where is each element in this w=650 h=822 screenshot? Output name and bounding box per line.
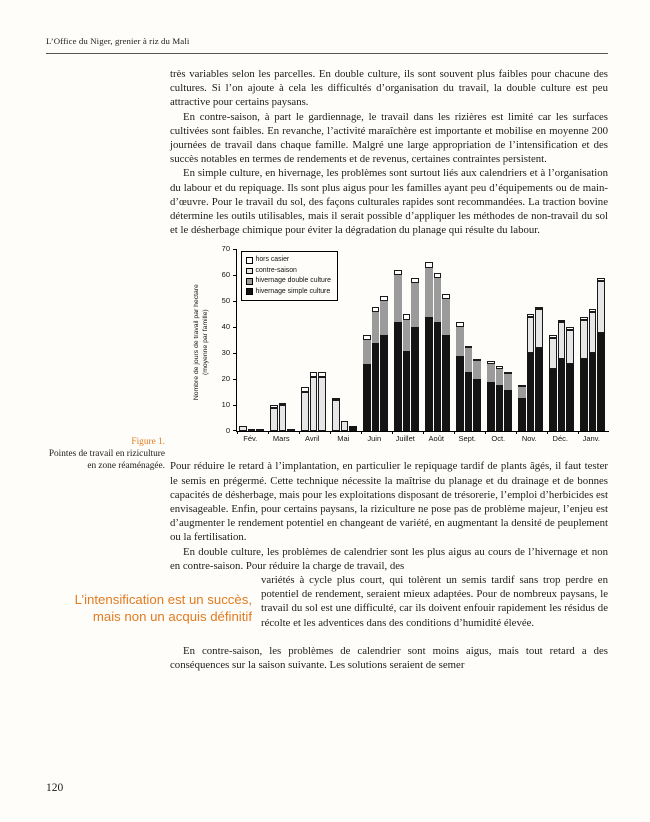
stacked-bar — [349, 426, 357, 431]
bar-segment-contre-saison — [558, 322, 566, 358]
bar-segment-hivernage-simple-culture — [589, 353, 597, 431]
bar-segment-hivernage-double-culture — [496, 369, 504, 385]
chart-y-axis-title-line1: Nombre de jours de travail par hectare — [192, 284, 200, 401]
bar-segment-hivernage-double-culture — [434, 278, 442, 322]
month-bar-group — [394, 270, 419, 431]
stacked-bar — [558, 320, 566, 432]
x-tick-label: Janv. — [579, 434, 610, 443]
paragraph: En double culture, les problèmes de calendrier sont les plus aigus au cours de l’hivernage et non en contre-saison. Pour réduire la charge de travail, des — [170, 545, 608, 572]
bar-segment-hivernage-simple-culture — [580, 359, 588, 432]
stacked-bar — [425, 262, 433, 431]
month-bar-group — [363, 296, 388, 431]
bar-segment-contre-saison — [597, 281, 605, 333]
bar-segment-hivernage-simple-culture — [411, 327, 419, 431]
bar-segment-contre-saison — [535, 309, 543, 348]
stacked-bar — [301, 387, 309, 431]
legend-swatch — [246, 268, 253, 275]
bar-segment-hivernage-double-culture — [411, 283, 419, 327]
y-tick-label: 10 — [221, 400, 230, 410]
x-tick-label: Nov. — [517, 434, 548, 443]
bar-segment-hivernage-double-culture — [456, 327, 464, 356]
stacked-bar — [287, 429, 295, 432]
paragraph-continuation: très variables selon les parcelles. En double culture, ils sont souvent plus faibles pour chacune des cultures. Si l’on ajoute à cela les difficultés d’organisation du travail, la double culture est peu attractive pour certains paysans. — [170, 68, 608, 109]
x-tick-label: Mai — [331, 434, 362, 443]
legend-item — [246, 255, 331, 265]
bar-segment-contre-saison — [566, 330, 574, 364]
stacked-bar — [310, 372, 318, 432]
stacked-bar — [239, 426, 247, 431]
bar-segment-contre-saison — [332, 400, 340, 431]
stacked-bar — [411, 278, 419, 431]
chart-x-tick-labels — [238, 434, 610, 443]
x-tick-label: Fév. — [238, 434, 269, 443]
pull-quote: L’intensification est un succès, mais non un acquis définitif — [74, 591, 252, 624]
stacked-bar — [372, 307, 380, 432]
legend-swatch — [246, 278, 253, 285]
paragraph: En simple culture, en hivernage, les problèmes sont surtout liés aux calendriers et à l’organisation du labour et du repiquage. Ils sont plus aigus pour les familles ayant peu d’équipements ou de main-d’œuvre. Pour le travail du sol, des façons culturales rapides sont recommandées. La traction bovine détermine les outils utilisables, mais il serait possible d’appliquer les méthodes de non-travail du sol et le désherbage chimique pour éviter la dégradation du planage qui résulte du labour. — [170, 167, 608, 237]
bar-segment-hivernage-simple-culture — [487, 382, 495, 431]
stacked-bar — [597, 278, 605, 431]
stacked-bar — [363, 335, 371, 431]
x-tick-label: Août — [424, 434, 455, 443]
legend-swatch — [246, 288, 253, 295]
x-tick-label: Mars — [269, 434, 300, 443]
bar-segment-contre-saison — [301, 392, 309, 431]
bar-segment-hivernage-simple-culture — [518, 398, 526, 432]
figure-caption-text: Pointes de travail en riziculture en zone réaménagée. — [48, 448, 165, 471]
legend-item — [246, 276, 331, 286]
legend-swatch — [246, 257, 253, 264]
bar-segment-hivernage-simple-culture — [442, 335, 450, 431]
bar-segment-hivernage-simple-culture — [558, 359, 566, 432]
bar-segment-contre-saison — [589, 312, 597, 354]
legend-label: hivernage double culture — [255, 277, 331, 285]
stacked-bar — [380, 296, 388, 431]
stacked-bar — [566, 327, 574, 431]
bar-segment-contre-saison — [239, 426, 247, 431]
y-tick-label: 40 — [221, 322, 230, 332]
bar-segment-hivernage-double-culture — [504, 374, 512, 390]
bar-segment-hivernage-double-culture — [372, 312, 380, 343]
paragraph: En contre-saison, à part le gardiennage, le travail dans les rizières est limité car les surfaces cultivées sont faibles. En revanche, l’activité maraîchère est importante et mobilise en moyenne 200 journées de travail dans chaque famille. Malgré une large appropriation de l’intensification et des succès notables en termes de rendements et de revenus, certaines contraintes persistent. — [170, 110, 608, 166]
stacked-bar — [442, 294, 450, 432]
x-tick-label: Juin — [362, 434, 393, 443]
bar-segment-contre-saison — [270, 408, 278, 431]
y-tick-mark — [233, 405, 237, 406]
stacked-bar — [518, 385, 526, 432]
bar-segment-contre-saison — [341, 421, 349, 431]
bar-segment-hivernage-double-culture — [473, 361, 481, 379]
y-tick-mark — [233, 249, 237, 250]
bar-segment-hivernage-simple-culture — [527, 353, 535, 431]
stacked-bar — [332, 398, 340, 432]
legend-item — [246, 266, 331, 276]
month-bar-group — [332, 398, 357, 432]
bar-segment-hivernage-simple-culture — [566, 364, 574, 432]
stacked-bar — [504, 372, 512, 432]
y-tick-label: 70 — [221, 244, 230, 254]
bar-segment-hivernage-simple-culture — [394, 322, 402, 431]
month-bar-group — [580, 278, 605, 431]
stacked-bar — [279, 403, 287, 432]
x-tick-label: Oct. — [486, 434, 517, 443]
month-bar-group — [518, 307, 543, 432]
paragraph: Pour réduire le retard à l’implantation, en particulier le repiquage tardif de plants âgés, il faut tester le semis en prégermé. Cette technique nécessite la maîtrise du planage et du drainage et de bonnes capacités de désherbage, mais pour les exploitations disposant de trésorerie, l’emploi d’herbicides est envisageable. Enfin, pour certains paysans, la riziculture ne pose pas de problème majeur, l’enjeu est d’augmenter le rendement potentiel en changeant de variété, en augmentant la densité de peuplement ou la fertilisation. — [170, 460, 608, 544]
bar-segment-hivernage-simple-culture — [535, 348, 543, 431]
bar-segment-contre-saison — [248, 429, 256, 432]
stacked-bar — [473, 359, 481, 432]
paragraph-wrapped — [74, 573, 608, 630]
stacked-bar — [248, 429, 256, 432]
figure-margin-caption — [38, 437, 165, 473]
bar-segment-hivernage-simple-culture — [473, 379, 481, 431]
bar-segment-hivernage-double-culture — [487, 364, 495, 382]
bar-segment-hivernage-double-culture — [442, 299, 450, 335]
stacked-bar — [465, 346, 473, 432]
month-bar-group — [270, 403, 295, 432]
bar-segment-hivernage-double-culture — [363, 340, 371, 363]
bar-segment-contre-saison — [310, 377, 318, 432]
bar-segment-hivernage-double-culture — [518, 387, 526, 397]
stacked-bar — [487, 361, 495, 431]
bar-segment-hivernage-simple-culture — [496, 385, 504, 432]
bar-segment-contre-saison — [256, 429, 264, 432]
month-bar-group — [301, 372, 326, 432]
stacked-bar — [394, 270, 402, 431]
y-tick-mark — [233, 327, 237, 328]
bar-segment-hivernage-simple-culture — [403, 351, 411, 432]
chart-legend — [241, 251, 338, 300]
bar-segment-hivernage-simple-culture — [363, 364, 371, 432]
bar-segment-hivernage-simple-culture — [372, 343, 380, 431]
legend-item — [246, 287, 331, 297]
y-tick-label: 30 — [221, 348, 230, 358]
header-rule — [46, 53, 608, 54]
bar-segment-hivernage-double-culture — [465, 348, 473, 371]
x-tick-label: Juillet — [393, 434, 424, 443]
figure-label: Figure 1. — [131, 437, 165, 447]
month-bar-group — [456, 322, 481, 431]
stacked-bar — [434, 273, 442, 432]
month-bar-group — [487, 361, 512, 431]
bar-segment-hivernage-double-culture — [380, 301, 388, 335]
bar-segment-contre-saison — [279, 405, 287, 431]
bar-segment-hivernage-double-culture — [403, 320, 411, 351]
bar-segment-contre-saison — [318, 377, 326, 432]
bar-segment-contre-saison — [549, 338, 557, 369]
bar-segment-hivernage-simple-culture — [597, 333, 605, 432]
legend-label: hors casier — [255, 256, 290, 264]
stacked-bar — [256, 429, 264, 432]
x-tick-label: Déc. — [548, 434, 579, 443]
stacked-bar — [318, 372, 326, 432]
y-tick-label: 20 — [221, 374, 230, 384]
bar-segment-hivernage-simple-culture — [549, 369, 557, 431]
stacked-bar — [341, 421, 349, 431]
page-number: 120 — [46, 782, 64, 794]
y-tick-mark — [233, 353, 237, 354]
x-tick-label: Avril — [300, 434, 331, 443]
stacked-bar — [549, 335, 557, 431]
month-bar-group — [425, 262, 450, 431]
y-tick-label: 0 — [225, 426, 230, 436]
running-header: L’Office du Niger, grenier à riz du Mali — [46, 36, 190, 46]
bar-segment-hivernage-simple-culture — [434, 322, 442, 431]
legend-label: hivernage simple culture — [255, 287, 331, 295]
y-tick-mark — [233, 301, 237, 302]
stacked-bar — [527, 314, 535, 431]
stacked-bar — [589, 309, 597, 431]
month-bar-group — [239, 426, 264, 431]
bar-segment-hivernage-simple-culture — [504, 390, 512, 432]
bar-segment-hivernage-simple-culture — [349, 426, 357, 431]
bar-segment-contre-saison — [580, 320, 588, 359]
stacked-bar — [456, 322, 464, 431]
bar-segment-hivernage-simple-culture — [425, 317, 433, 431]
paragraph: En contre-saison, les problèmes de calendrier sont moins aigus, mais tout retard a des conséquences sur la saison suivante. Les solutions seraient de semer — [170, 645, 608, 672]
x-tick-label: Sept. — [455, 434, 486, 443]
y-tick-label: 50 — [221, 296, 230, 306]
y-tick-mark — [233, 379, 237, 380]
bar-segment-hivernage-simple-culture — [380, 335, 388, 431]
stacked-bar — [496, 366, 504, 431]
paragraph-continuation-text: variétés à cycle plus court, qui tolèrent un semis tardif sans trop perdre en potentiel de rendement, seraient mieux adaptées. Pour de nombreux paysans, le travail du sol est une difficulté, car ils doivent enfouir rapidement les résidus de récolte et les adventices dans des conditions d’humidité élevée. — [261, 574, 608, 629]
bar-segment-contre-saison — [527, 317, 535, 353]
bar-segment-hivernage-double-culture — [394, 275, 402, 322]
y-tick-mark — [233, 275, 237, 276]
chart-plot-area — [236, 249, 609, 432]
bar-segment-hivernage-simple-culture — [456, 356, 464, 431]
chart-y-axis-title-line2: (moyenne par famille) — [202, 309, 209, 376]
bar-segment-contre-saison — [287, 429, 295, 432]
chart-y-tick-labels — [216, 244, 232, 436]
stacked-bar — [270, 405, 278, 431]
chart-y-axis-title — [192, 252, 210, 434]
bar-segment-hivernage-double-culture — [425, 268, 433, 317]
stacked-bar — [403, 314, 411, 431]
figure-1-chart — [192, 244, 608, 447]
legend-label: contre-saison — [255, 266, 297, 274]
month-bar-group — [549, 320, 574, 432]
stacked-bar — [535, 307, 543, 432]
y-tick-label: 60 — [221, 270, 230, 280]
bar-segment-hivernage-simple-culture — [465, 372, 473, 432]
stacked-bar — [580, 317, 588, 431]
